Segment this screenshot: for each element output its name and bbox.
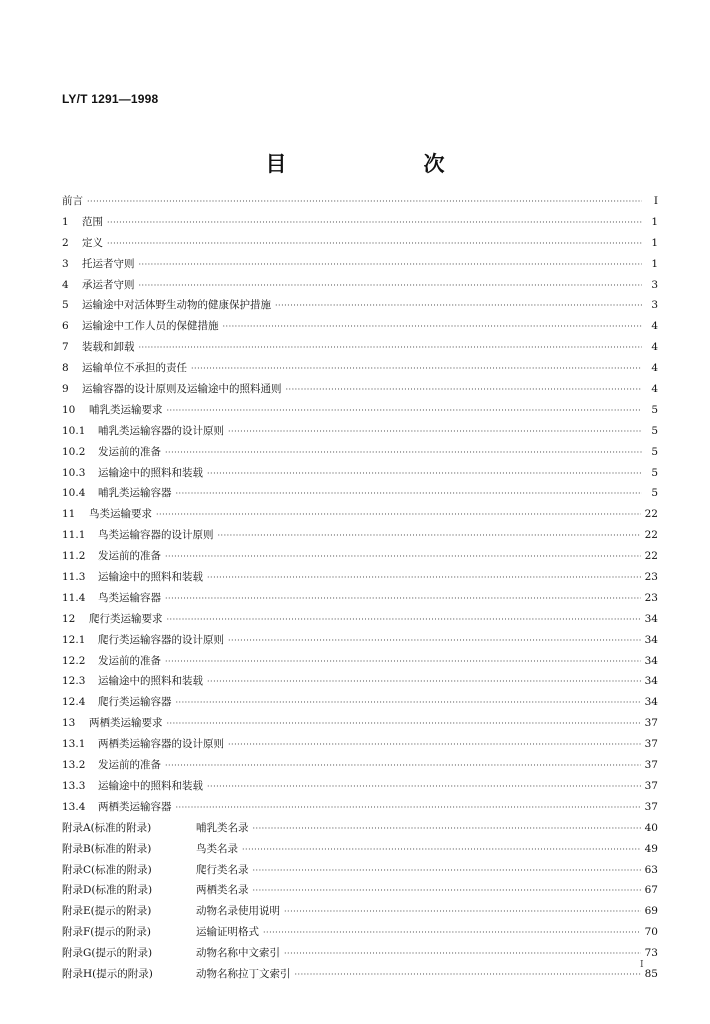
toc-entry[interactable] bbox=[62, 797, 658, 818]
toc-entry[interactable] bbox=[62, 400, 658, 421]
toc-entry-page: 5 bbox=[651, 424, 658, 437]
toc-entry-number: 12.2 bbox=[62, 654, 86, 667]
toc-entry-label: 发运前的准备 bbox=[98, 654, 161, 667]
page-number: I bbox=[640, 960, 644, 970]
dot-leader bbox=[107, 213, 642, 234]
toc-entry-number: 12.4 bbox=[62, 696, 86, 709]
dot-leader bbox=[176, 798, 641, 819]
toc-entry[interactable] bbox=[62, 254, 658, 275]
toc-entry-label: 运输途中的照料和装载 bbox=[98, 466, 203, 479]
toc-entry-number: 13.4 bbox=[62, 800, 86, 813]
toc-entry[interactable] bbox=[62, 588, 658, 609]
toc-entry-page: 22 bbox=[644, 529, 658, 542]
toc-entry-label: 两栖类运输容器的设计原则 bbox=[98, 738, 224, 751]
toc-entry-page: 3 bbox=[651, 278, 658, 291]
toc-entry-label: 哺乳类名录 bbox=[196, 821, 249, 834]
toc-entry-page: 34 bbox=[644, 696, 658, 709]
dot-leader bbox=[191, 359, 642, 380]
toc-entry-number: 11.3 bbox=[62, 571, 86, 584]
toc-entry-number: 10.1 bbox=[62, 424, 86, 437]
toc-entry[interactable] bbox=[62, 525, 658, 546]
toc-entry-number: 10 bbox=[62, 403, 76, 416]
page-title: 目 次 bbox=[265, 152, 503, 176]
toc-entry-number: 12.1 bbox=[62, 633, 86, 646]
toc-entry[interactable] bbox=[62, 609, 658, 630]
toc-entry-number: 2 bbox=[62, 236, 69, 249]
toc-entry-page: 5 bbox=[651, 445, 658, 458]
dot-leader bbox=[275, 296, 642, 317]
dot-leader bbox=[218, 526, 641, 547]
toc-entry-page: 73 bbox=[644, 947, 658, 960]
toc-entry-number: 附录C(标准的附录) bbox=[62, 863, 152, 876]
toc-entry[interactable] bbox=[62, 483, 658, 504]
toc-entry-label: 哺乳类运输要求 bbox=[89, 403, 163, 416]
toc-entry[interactable] bbox=[62, 504, 658, 525]
toc-entry-number: 10.2 bbox=[62, 445, 86, 458]
toc-entry-page: 4 bbox=[651, 383, 658, 396]
toc-entry-number: 8 bbox=[62, 362, 69, 375]
toc-entry-label: 承运者守则 bbox=[82, 278, 135, 291]
toc-entry-number: 11.1 bbox=[62, 529, 86, 542]
toc-entry-page: 4 bbox=[651, 341, 658, 354]
dot-leader bbox=[228, 631, 641, 652]
toc-entry-page: 49 bbox=[644, 842, 658, 855]
toc-entry-number: 附录H(提示的附录) bbox=[62, 967, 153, 980]
toc-entry-page: 63 bbox=[644, 863, 658, 876]
toc-entry-number: 附录G(提示的附录) bbox=[62, 947, 153, 960]
toc-entry-label: 鸟类运输容器的设计原则 bbox=[98, 529, 214, 542]
toc-entry-page: 3 bbox=[651, 299, 658, 312]
dot-leader bbox=[284, 902, 641, 923]
toc-entry-number: 附录A(标准的附录) bbox=[62, 821, 152, 834]
toc-entry[interactable] bbox=[62, 295, 658, 316]
toc-entry-label: 前言 bbox=[62, 195, 83, 207]
toc-entry[interactable] bbox=[62, 379, 658, 400]
toc-entry-label: 运输途中的照料和装载 bbox=[98, 779, 203, 792]
dot-leader bbox=[253, 861, 641, 882]
toc-entry-page: 4 bbox=[651, 320, 658, 333]
toc-entry[interactable] bbox=[62, 964, 658, 985]
dot-leader bbox=[139, 276, 643, 297]
toc-entry-page: 1 bbox=[651, 257, 658, 270]
toc-entry-number: 附录D(标准的附录) bbox=[62, 884, 153, 897]
toc-entry[interactable] bbox=[62, 651, 658, 672]
toc-entry-number: 10.4 bbox=[62, 487, 86, 500]
toc-entry-label: 动物名称中文索引 bbox=[196, 947, 280, 960]
toc-entry-label: 运输途中工作人员的保健措施 bbox=[82, 320, 219, 333]
toc-entry-label: 鸟类运输要求 bbox=[89, 508, 152, 521]
dot-leader bbox=[165, 652, 641, 673]
toc-entry[interactable] bbox=[62, 358, 658, 379]
toc-entry-page: 5 bbox=[651, 403, 658, 416]
toc-entry-number: 10.3 bbox=[62, 466, 86, 479]
toc-entry-label: 发运前的准备 bbox=[98, 759, 161, 772]
dot-leader bbox=[167, 401, 643, 422]
toc-entry-number: 13.2 bbox=[62, 759, 86, 772]
dot-leader bbox=[165, 547, 641, 568]
toc-entry-page: 34 bbox=[644, 654, 658, 667]
toc-entry-label: 发运前的准备 bbox=[98, 550, 161, 563]
dot-leader bbox=[286, 380, 643, 401]
toc-entry-label: 运输证明格式 bbox=[196, 926, 259, 939]
toc-entry-page: 4 bbox=[651, 362, 658, 375]
dot-leader bbox=[139, 338, 643, 359]
toc-entry-number: 13.1 bbox=[62, 738, 86, 751]
toc-entry-number: 7 bbox=[62, 341, 69, 354]
toc-entry-label: 发运前的准备 bbox=[98, 445, 161, 458]
toc-entry[interactable] bbox=[62, 713, 658, 734]
toc-entry-page: 37 bbox=[644, 759, 658, 772]
toc-entry-label: 动物名称拉丁文索引 bbox=[196, 967, 291, 980]
toc-entry-number: 11.4 bbox=[62, 591, 86, 604]
toc-entry[interactable] bbox=[62, 421, 658, 442]
toc-entry-page: 22 bbox=[644, 508, 658, 521]
toc-entry-number: 附录F(提示的附录) bbox=[62, 926, 151, 939]
toc-entry[interactable] bbox=[62, 630, 658, 651]
toc-entry[interactable] bbox=[62, 692, 658, 713]
toc-entry-page: 5 bbox=[651, 487, 658, 500]
toc-entry[interactable] bbox=[62, 275, 658, 296]
toc-entry-number: 12.3 bbox=[62, 675, 86, 688]
toc-entry[interactable] bbox=[62, 233, 658, 254]
toc-entry-page: 37 bbox=[644, 779, 658, 792]
toc-entry-page: Ⅰ bbox=[653, 195, 658, 207]
dot-leader bbox=[295, 965, 641, 986]
dot-leader bbox=[165, 443, 642, 464]
toc-entry[interactable] bbox=[62, 860, 658, 881]
toc-entry-label: 运输途中的照料和装载 bbox=[98, 675, 203, 688]
toc-entry-page: 37 bbox=[644, 738, 658, 751]
toc-entry[interactable] bbox=[62, 546, 658, 567]
toc-entry-page: 34 bbox=[644, 633, 658, 646]
toc-entry-page: 1 bbox=[651, 236, 658, 249]
table-of-contents bbox=[62, 191, 658, 985]
toc-entry-page: 40 bbox=[644, 821, 658, 834]
dot-leader bbox=[207, 672, 641, 693]
toc-entry-number: 11.2 bbox=[62, 550, 86, 563]
toc-entry-number: 9 bbox=[62, 383, 69, 396]
toc-entry-page: 23 bbox=[644, 591, 658, 604]
toc-entry[interactable] bbox=[62, 567, 658, 588]
toc-entry-page: 37 bbox=[644, 717, 658, 730]
dot-leader bbox=[228, 422, 642, 443]
toc-entry-number: 附录B(标准的附录) bbox=[62, 842, 152, 855]
dot-leader bbox=[242, 840, 641, 861]
dot-leader bbox=[165, 756, 641, 777]
toc-entry-number: 附录E(提示的附录) bbox=[62, 905, 152, 918]
toc-entry-label: 鸟类名录 bbox=[196, 842, 238, 855]
dot-leader bbox=[87, 192, 642, 213]
toc-entry-page: 69 bbox=[644, 905, 658, 918]
toc-entry[interactable] bbox=[62, 316, 658, 337]
standard-code: LY/T 1291—1998 bbox=[62, 92, 159, 106]
toc-entry-label: 爬行类名录 bbox=[196, 863, 249, 876]
dot-leader bbox=[207, 568, 641, 589]
toc-entry[interactable] bbox=[62, 463, 658, 484]
toc-entry-label: 装载和卸载 bbox=[82, 341, 135, 354]
toc-entry-label: 两栖类运输容器 bbox=[98, 800, 172, 813]
toc-entry-page: 5 bbox=[651, 466, 658, 479]
dot-leader bbox=[263, 923, 641, 944]
toc-entry-page: 85 bbox=[644, 967, 658, 980]
toc-entry[interactable] bbox=[62, 755, 658, 776]
dot-leader bbox=[107, 234, 642, 255]
dot-leader bbox=[139, 255, 643, 276]
toc-entry-page: 67 bbox=[644, 884, 658, 897]
toc-entry[interactable] bbox=[62, 212, 658, 233]
toc-entry[interactable] bbox=[62, 337, 658, 358]
dot-leader bbox=[167, 714, 641, 735]
toc-entry[interactable] bbox=[62, 901, 658, 922]
dot-leader bbox=[253, 819, 641, 840]
toc-entry[interactable] bbox=[62, 191, 658, 212]
toc-entry-label: 范围 bbox=[82, 215, 103, 228]
dot-leader bbox=[223, 317, 643, 338]
toc-entry-label: 两栖类运输要求 bbox=[89, 717, 163, 730]
toc-entry-label: 运输途中对活体野生动物的健康保护措施 bbox=[82, 299, 271, 312]
toc-entry-number: 1 bbox=[62, 215, 69, 228]
toc-entry-page: 1 bbox=[651, 215, 658, 228]
toc-entry-page: 70 bbox=[644, 926, 658, 939]
toc-entry-page: 34 bbox=[644, 675, 658, 688]
dot-leader bbox=[156, 505, 641, 526]
toc-entry[interactable] bbox=[62, 818, 658, 839]
toc-entry-number: 3 bbox=[62, 257, 69, 270]
toc-entry-label: 定义 bbox=[82, 236, 103, 249]
dot-leader bbox=[207, 464, 642, 485]
toc-entry-label: 运输途中的照料和装载 bbox=[98, 571, 203, 584]
toc-entry-label: 动物名录使用说明 bbox=[196, 905, 280, 918]
toc-entry-label: 托运者守则 bbox=[82, 257, 135, 270]
dot-leader bbox=[165, 589, 641, 610]
toc-entry-label: 爬行类运输容器 bbox=[98, 696, 172, 709]
toc-entry-number: 11 bbox=[62, 508, 76, 521]
toc-entry-page: 37 bbox=[644, 800, 658, 813]
dot-leader bbox=[207, 777, 641, 798]
dot-leader bbox=[167, 610, 641, 631]
dot-leader bbox=[253, 881, 641, 902]
toc-entry-number: 12 bbox=[62, 612, 76, 625]
toc-entry[interactable] bbox=[62, 442, 658, 463]
toc-entry[interactable] bbox=[62, 922, 658, 943]
toc-entry-label: 爬行类运输要求 bbox=[89, 612, 163, 625]
toc-entry-page: 22 bbox=[644, 550, 658, 563]
toc-entry[interactable] bbox=[62, 671, 658, 692]
toc-entry[interactable] bbox=[62, 776, 658, 797]
dot-leader bbox=[228, 735, 641, 756]
toc-entry-number: 4 bbox=[62, 278, 69, 291]
toc-entry-label: 哺乳类运输容器的设计原则 bbox=[98, 424, 224, 437]
toc-entry-label: 两栖类名录 bbox=[196, 884, 249, 897]
toc-entry[interactable] bbox=[62, 839, 658, 860]
toc-entry[interactable] bbox=[62, 880, 658, 901]
toc-entry-number: 13 bbox=[62, 717, 76, 730]
toc-entry-page: 34 bbox=[644, 612, 658, 625]
dot-leader bbox=[176, 484, 643, 505]
toc-entry-number: 13.3 bbox=[62, 779, 86, 792]
toc-entry[interactable] bbox=[62, 734, 658, 755]
toc-entry-label: 运输容器的设计原则及运输途中的照料通则 bbox=[82, 383, 282, 396]
dot-leader bbox=[284, 944, 641, 965]
dot-leader bbox=[176, 693, 641, 714]
toc-entry-number: 6 bbox=[62, 320, 69, 333]
toc-entry[interactable] bbox=[62, 943, 658, 964]
toc-entry-label: 运输单位不承担的责任 bbox=[82, 362, 187, 375]
toc-entry-page: 23 bbox=[644, 571, 658, 584]
toc-entry-label: 鸟类运输容器 bbox=[98, 591, 161, 604]
toc-entry-label: 爬行类运输容器的设计原则 bbox=[98, 633, 224, 646]
toc-entry-label: 哺乳类运输容器 bbox=[98, 487, 172, 500]
toc-entry-number: 5 bbox=[62, 299, 69, 312]
